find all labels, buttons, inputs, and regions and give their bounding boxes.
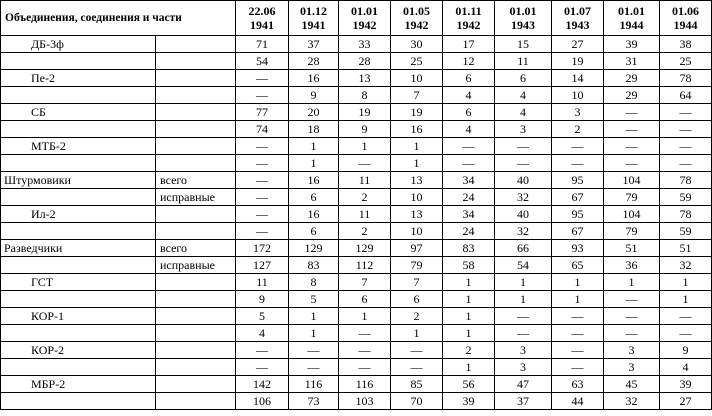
value-cell: — [236, 206, 289, 223]
unit-name-cell [1, 53, 156, 70]
value-cell: 103 [339, 393, 391, 410]
status-cell: исправные [156, 257, 236, 274]
value-cell: 1 [289, 155, 339, 172]
date-day-month: 01.01 [509, 4, 537, 18]
status-cell [156, 70, 236, 87]
value-cell: 1 [391, 155, 443, 172]
status-cell [156, 223, 236, 240]
value-cell: 78 [660, 172, 712, 189]
value-cell: 15 [495, 36, 552, 53]
value-cell: 65 [552, 257, 604, 274]
value-cell: — [604, 138, 660, 155]
value-cell: — [552, 308, 604, 325]
value-cell: — [604, 121, 660, 138]
status-cell [156, 138, 236, 155]
value-cell: 28 [289, 53, 339, 70]
value-cell: 10 [552, 87, 604, 104]
value-cell: 6 [391, 291, 443, 308]
status-cell [156, 359, 236, 376]
value-cell: 5 [289, 291, 339, 308]
value-cell: 6 [495, 70, 552, 87]
value-cell: 1 [289, 138, 339, 155]
value-cell: — [660, 308, 712, 325]
value-cell: — [660, 138, 712, 155]
value-cell: 38 [660, 36, 712, 53]
value-cell: 39 [660, 376, 712, 393]
table-row [1, 257, 712, 274]
value-cell: — [339, 342, 391, 359]
value-cell: — [339, 325, 391, 342]
value-cell: 1 [552, 274, 604, 291]
value-cell: 1 [443, 291, 495, 308]
value-cell: 5 [236, 308, 289, 325]
value-cell: — [236, 172, 289, 189]
value-cell: 83 [443, 240, 495, 257]
table-row [1, 155, 712, 172]
value-cell: 106 [236, 393, 289, 410]
status-cell [156, 376, 236, 393]
value-cell: 2 [339, 189, 391, 206]
value-cell: 19 [552, 53, 604, 70]
value-cell: 27 [552, 36, 604, 53]
value-cell: 85 [391, 376, 443, 393]
value-cell: 70 [391, 393, 443, 410]
value-cell: 9 [660, 342, 712, 359]
value-cell: — [660, 155, 712, 172]
date-day-month: 01.01 [618, 4, 646, 18]
value-cell: 4 [443, 87, 495, 104]
date-day-month: 01.11 [455, 4, 482, 18]
value-cell: 40 [495, 206, 552, 223]
unit-name-cell [1, 359, 156, 376]
value-cell: 1 [339, 138, 391, 155]
unit-name-cell [1, 257, 156, 274]
unit-name-cell: МБР-2 [1, 376, 156, 393]
value-cell: 12 [443, 53, 495, 70]
value-cell: 129 [289, 240, 339, 257]
value-cell: 66 [495, 240, 552, 257]
value-cell: 77 [236, 104, 289, 121]
table-header [1, 1, 712, 36]
value-cell: 28 [339, 53, 391, 70]
value-cell: 19 [339, 104, 391, 121]
value-cell: 40 [495, 172, 552, 189]
date-year: 1942 [404, 18, 429, 32]
value-cell: 24 [443, 189, 495, 206]
status-cell [156, 308, 236, 325]
unit-name-cell [1, 291, 156, 308]
value-cell: 4 [495, 104, 552, 121]
value-cell: 16 [289, 70, 339, 87]
value-cell: — [289, 359, 339, 376]
table-row [1, 342, 712, 359]
value-cell: — [443, 138, 495, 155]
value-cell: 6 [443, 104, 495, 121]
value-cell: 1 [289, 325, 339, 342]
unit-name-cell [1, 189, 156, 206]
status-cell: всего [156, 240, 236, 257]
value-cell: 67 [552, 223, 604, 240]
value-cell: 3 [604, 342, 660, 359]
value-cell: 39 [604, 36, 660, 53]
value-cell: 78 [660, 70, 712, 87]
value-cell: 4 [236, 325, 289, 342]
value-cell: 25 [391, 53, 443, 70]
table-row [1, 36, 712, 53]
value-cell: 7 [391, 87, 443, 104]
value-cell: 29 [604, 87, 660, 104]
value-cell: 32 [604, 393, 660, 410]
date-column-header [391, 1, 443, 36]
date-column-header [443, 1, 495, 36]
value-cell: — [236, 87, 289, 104]
value-cell: 19 [391, 104, 443, 121]
value-cell: 32 [660, 257, 712, 274]
value-cell: 79 [604, 189, 660, 206]
date-year: 1943 [511, 18, 536, 32]
table-row [1, 376, 712, 393]
value-cell: — [443, 155, 495, 172]
status-cell [156, 53, 236, 70]
unit-name-cell [1, 325, 156, 342]
value-cell: 10 [391, 223, 443, 240]
value-cell: 97 [391, 240, 443, 257]
value-cell: — [552, 138, 604, 155]
value-cell: 9 [339, 121, 391, 138]
value-cell: 64 [660, 87, 712, 104]
date-day-month: 01.12 [300, 4, 328, 18]
value-cell: 63 [552, 376, 604, 393]
value-cell: — [552, 155, 604, 172]
value-cell: — [495, 138, 552, 155]
value-cell: 11 [236, 274, 289, 291]
value-cell: 16 [391, 121, 443, 138]
value-cell: 1 [289, 308, 339, 325]
value-cell: 1 [660, 274, 712, 291]
value-cell: 51 [604, 240, 660, 257]
value-cell: 127 [236, 257, 289, 274]
status-cell [156, 87, 236, 104]
unit-name-cell [1, 87, 156, 104]
value-cell: 2 [339, 223, 391, 240]
date-year: 1943 [565, 18, 590, 32]
status-cell [156, 121, 236, 138]
value-cell: 1 [660, 291, 712, 308]
status-cell: исправные [156, 189, 236, 206]
value-cell: 11 [339, 206, 391, 223]
value-cell: 3 [495, 359, 552, 376]
value-cell: 6 [289, 223, 339, 240]
value-cell: 39 [443, 393, 495, 410]
status-cell [156, 155, 236, 172]
value-cell: 36 [604, 257, 660, 274]
value-cell: 1 [443, 325, 495, 342]
value-cell: 8 [339, 87, 391, 104]
value-cell: — [236, 223, 289, 240]
value-cell: 17 [443, 36, 495, 53]
value-cell: 129 [339, 240, 391, 257]
value-cell: 2 [443, 342, 495, 359]
value-cell: — [604, 325, 660, 342]
value-cell: — [236, 189, 289, 206]
value-cell: — [604, 308, 660, 325]
value-cell: 1 [604, 274, 660, 291]
value-cell: 34 [443, 172, 495, 189]
date-year: 1942 [456, 18, 481, 32]
table-body [1, 36, 712, 410]
value-cell: 3 [495, 342, 552, 359]
date-day-month: 01.05 [403, 4, 431, 18]
value-cell: — [391, 342, 443, 359]
value-cell: — [236, 359, 289, 376]
value-cell: 1 [443, 308, 495, 325]
status-cell: всего [156, 172, 236, 189]
value-cell: 54 [236, 53, 289, 70]
table-row [1, 53, 712, 70]
value-cell: 45 [604, 376, 660, 393]
value-cell: — [339, 359, 391, 376]
value-cell: 9 [289, 87, 339, 104]
value-cell: 1 [552, 291, 604, 308]
header-row [1, 1, 712, 36]
value-cell: 31 [604, 53, 660, 70]
date-day-month: 01.01 [351, 4, 379, 18]
value-cell: 78 [660, 206, 712, 223]
status-cell [156, 393, 236, 410]
unit-name-cell [1, 155, 156, 172]
value-cell: 24 [443, 223, 495, 240]
table-row [1, 240, 712, 257]
value-cell: 1 [495, 274, 552, 291]
value-cell: 58 [443, 257, 495, 274]
table-row [1, 393, 712, 410]
unit-name-cell: ГСТ [1, 274, 156, 291]
value-cell: 6 [443, 70, 495, 87]
date-year: 1941 [250, 18, 275, 32]
date-column-header [495, 1, 552, 36]
date-year: 1942 [352, 18, 377, 32]
value-cell: 74 [236, 121, 289, 138]
date-year: 1944 [673, 18, 698, 32]
table-row [1, 172, 712, 189]
value-cell: 172 [236, 240, 289, 257]
value-cell: 32 [495, 189, 552, 206]
table-row [1, 223, 712, 240]
value-cell: 2 [391, 308, 443, 325]
value-cell: — [552, 325, 604, 342]
value-cell: — [660, 121, 712, 138]
value-cell: 67 [552, 189, 604, 206]
status-cell [156, 342, 236, 359]
value-cell: 33 [339, 36, 391, 53]
value-cell: 83 [289, 257, 339, 274]
value-cell: 79 [604, 223, 660, 240]
value-cell: — [391, 359, 443, 376]
table-row [1, 121, 712, 138]
value-cell: 3 [552, 104, 604, 121]
date-year: 1944 [619, 18, 644, 32]
value-cell: — [495, 308, 552, 325]
value-cell: 93 [552, 240, 604, 257]
date-year: 1941 [301, 18, 326, 32]
value-cell: 29 [604, 70, 660, 87]
value-cell: 59 [660, 223, 712, 240]
value-cell: 3 [604, 359, 660, 376]
value-cell: 27 [660, 393, 712, 410]
value-cell: 71 [236, 36, 289, 53]
value-cell: — [604, 291, 660, 308]
value-cell: 18 [289, 121, 339, 138]
date-column-header [289, 1, 339, 36]
value-cell: 4 [443, 121, 495, 138]
value-cell: 95 [552, 172, 604, 189]
unit-name-cell [1, 121, 156, 138]
date-column-header [236, 1, 289, 36]
unit-name-cell: Ил-2 [1, 206, 156, 223]
value-cell: 1 [495, 291, 552, 308]
value-cell: 56 [443, 376, 495, 393]
value-cell: 10 [391, 189, 443, 206]
value-cell: 6 [339, 291, 391, 308]
value-cell: 20 [289, 104, 339, 121]
value-cell: 1 [391, 325, 443, 342]
value-cell: 14 [552, 70, 604, 87]
table-row [1, 308, 712, 325]
table-row [1, 70, 712, 87]
value-cell: — [236, 342, 289, 359]
table-row [1, 206, 712, 223]
value-cell: 1 [391, 138, 443, 155]
value-cell: 47 [495, 376, 552, 393]
value-cell: 13 [339, 70, 391, 87]
value-cell: — [660, 325, 712, 342]
value-cell: 3 [495, 121, 552, 138]
value-cell: 11 [495, 53, 552, 70]
value-cell: 13 [391, 172, 443, 189]
status-cell [156, 291, 236, 308]
date-day-month: 22.06 [248, 4, 276, 18]
value-cell: 104 [604, 206, 660, 223]
value-cell: 10 [391, 70, 443, 87]
value-cell: — [339, 155, 391, 172]
value-cell: 6 [289, 189, 339, 206]
value-cell: 25 [660, 53, 712, 70]
value-cell: 16 [289, 172, 339, 189]
value-cell: 13 [391, 206, 443, 223]
value-cell: — [495, 155, 552, 172]
value-cell: — [236, 138, 289, 155]
unit-name-cell: Разведчики [1, 240, 156, 257]
value-cell: 44 [552, 393, 604, 410]
unit-name-cell: КОР-2 [1, 342, 156, 359]
unit-name-cell: ДБ-3ф [1, 36, 156, 53]
date-column-header [552, 1, 604, 36]
value-cell: 116 [289, 376, 339, 393]
date-column-header [604, 1, 660, 36]
value-cell: 112 [339, 257, 391, 274]
status-cell [156, 104, 236, 121]
value-cell: — [236, 70, 289, 87]
table-row [1, 274, 712, 291]
value-cell: 1 [339, 308, 391, 325]
value-cell: — [552, 342, 604, 359]
date-column-header [660, 1, 712, 36]
value-cell: — [660, 104, 712, 121]
value-cell: — [552, 359, 604, 376]
table-row [1, 189, 712, 206]
table-row [1, 87, 712, 104]
table-row [1, 325, 712, 342]
date-day-month: 01.07 [564, 4, 592, 18]
date-column-header [339, 1, 391, 36]
value-cell: 8 [289, 274, 339, 291]
unit-name-cell: Штурмовики [1, 172, 156, 189]
table-row [1, 138, 712, 155]
value-cell: 54 [495, 257, 552, 274]
value-cell: 1 [443, 274, 495, 291]
value-cell: 32 [495, 223, 552, 240]
date-day-month: 01.06 [672, 4, 700, 18]
value-cell: 1 [443, 359, 495, 376]
table-row [1, 359, 712, 376]
value-cell: 104 [604, 172, 660, 189]
value-cell: 51 [660, 240, 712, 257]
unit-name-cell: КОР-1 [1, 308, 156, 325]
unit-name-cell [1, 393, 156, 410]
value-cell: 2 [552, 121, 604, 138]
value-cell: 37 [495, 393, 552, 410]
value-cell: 4 [495, 87, 552, 104]
value-cell: 7 [391, 274, 443, 291]
units-column-header: Объединения, соединения и части [1, 1, 236, 36]
status-cell [156, 36, 236, 53]
value-cell: 37 [289, 36, 339, 53]
value-cell: 30 [391, 36, 443, 53]
value-cell: 9 [236, 291, 289, 308]
value-cell: — [236, 155, 289, 172]
value-cell: 7 [339, 274, 391, 291]
value-cell: 79 [391, 257, 443, 274]
value-cell: 16 [289, 206, 339, 223]
value-cell: 4 [660, 359, 712, 376]
value-cell: 142 [236, 376, 289, 393]
value-cell: 95 [552, 206, 604, 223]
value-cell: — [289, 342, 339, 359]
table-row [1, 291, 712, 308]
status-cell [156, 274, 236, 291]
value-cell: — [604, 155, 660, 172]
table-row [1, 104, 712, 121]
unit-name-cell [1, 223, 156, 240]
value-cell: 11 [339, 172, 391, 189]
unit-name-cell: Пе-2 [1, 70, 156, 87]
value-cell: 59 [660, 189, 712, 206]
unit-name-cell: СБ [1, 104, 156, 121]
status-cell [156, 325, 236, 342]
unit-name-cell: МТБ-2 [1, 138, 156, 155]
status-cell [156, 206, 236, 223]
value-cell: — [495, 325, 552, 342]
value-cell: 73 [289, 393, 339, 410]
value-cell: — [604, 104, 660, 121]
value-cell: 34 [443, 206, 495, 223]
value-cell: 116 [339, 376, 391, 393]
